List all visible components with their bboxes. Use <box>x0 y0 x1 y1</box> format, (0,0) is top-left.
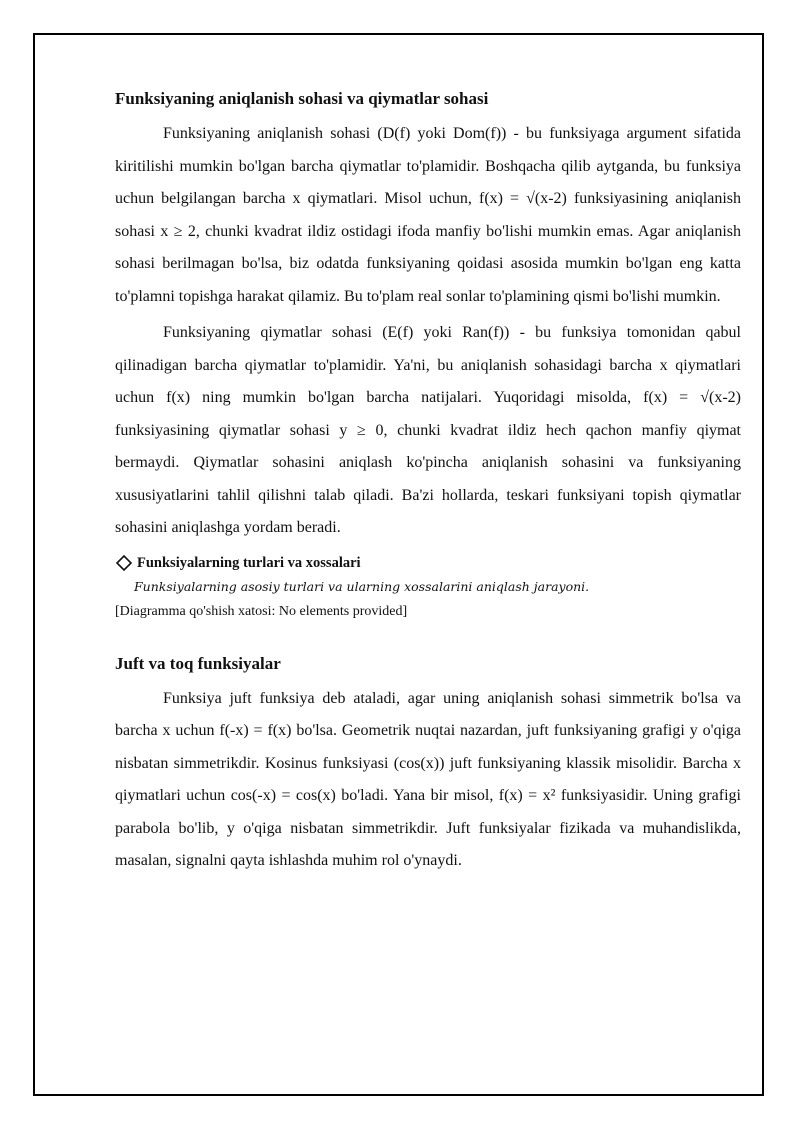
diagram-error-message: [Diagramma qo'shish xatosi: No elements provided] <box>115 603 408 619</box>
paragraph: Funksiya juft funksiya deb ataladi, agar uning aniqlanish sohasi simmetrik bo'lsa va barcha x uchun f(-x) = f(x) bo'lsa. Geometrik nuqtai nazardan, juft funksiyaning grafigi y o'qiga nisbatan simmetrikdir. Kosinus funksiyasi (cos(x)) juft funksiyaning klassik misolidir. Barcha x qiymatlari uchun cos(-x) = cos(x) bo'ladi. Yana bir misol, f(x) = x² funksiyasidir. Uning grafigi parabola bo'lib, y o'qiga nisbatan simmetrikdir. Juft funksiyalar fizikada va muhandislikda, masalan, signalni qayta ishlashda muhim rol o'ynaydi. <box>115 689 741 869</box>
section-title: Funksiyaning aniqlanish sohasi va qiymatlar sohasi <box>115 89 489 108</box>
diagram-caption: Funksiyalarning asosiy turlari va ularning xossalarini aniqlash jarayoni. <box>134 578 590 594</box>
diagram-block <box>115 553 741 623</box>
diamond-icon <box>115 554 133 572</box>
diagram-title <box>115 553 741 573</box>
paragraph: Funksiyaning qiymatlar sohasi (E(f) yoki Ran(f)) - bu funksiya tomonidan qabul qilinadigan barcha qiymatlar to'plamidir. Ya'ni, bu aniqlanish sohasidagi barcha x qiymatlari uchun f(x) ning mumkin bo'lgan barcha natijalari. Yuqoridagi misolda, f(x) = √(x-2) funksiyasining qiymatlar sohasi y ≥ 0, chunki kvadrat ildiz hech qachon manfiy qiymat bermaydi. Qiymatlar sohasini aniqlash ko'pincha aniqlanish sohasini va funksiyaning xususiyatlarini tahlil qilishni talab qiladi. Ba'zi hollarda, teskari funksiyani topish qiymatlar sohasini aniqlashga yordam beradi. <box>115 324 741 536</box>
section-title: Juft va toq funksiyalar <box>115 653 281 673</box>
document-content <box>115 84 741 882</box>
paragraph: Funksiyaning aniqlanish sohasi (D(f) yoki Dom(f)) - bu funksiyaga argument sifatida kiritilishi mumkin bo'lgan barcha qiymatlar to'plamidir. Boshqacha qilib aytganda, bu funksiya uchun belgilangan barcha x qiymatlari. Misol uchun, f(x) = √(x-2) funksiyasining aniqlanish sohasi x ≥ 2, chunki kvadrat ildiz ostidagi ifoda manfiy bo'lishi mumkin emas. Agar aniqlanish sohasi berilmagan bo'lsa, biz odatda funksiyaning qoidasi asosida mumkin bo'lgan eng katta to'plamni topishga harakat qilamiz. Bu to'plam real sonlar to'plamining qismi bo'lishi mumkin. <box>115 125 741 305</box>
diagram-title-text: Funksiyalarning turlari va xossalari <box>137 554 361 571</box>
